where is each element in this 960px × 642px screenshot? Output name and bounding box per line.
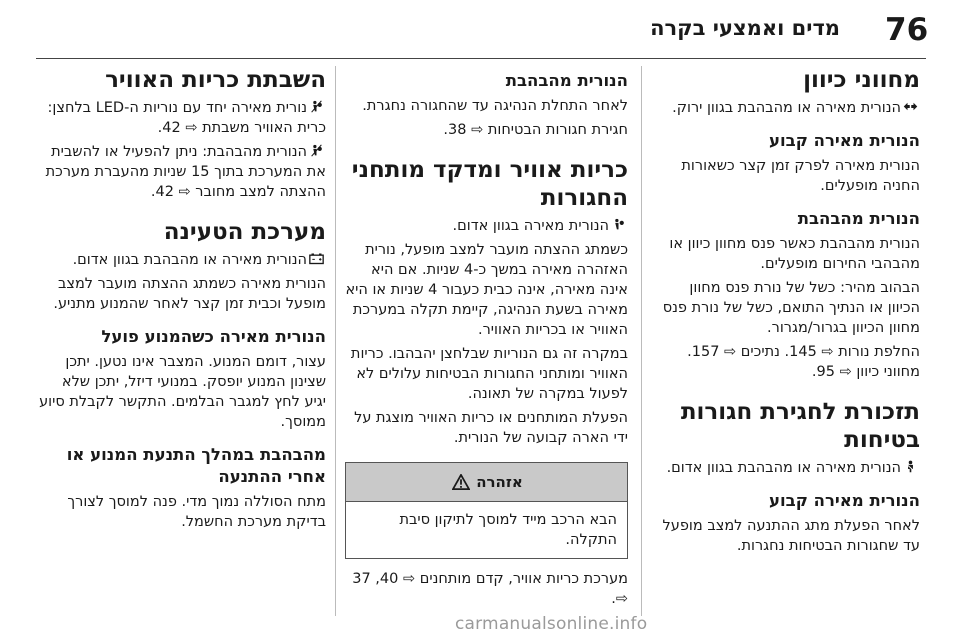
- cross-references: מערכת כריות אוויר, קדם מותחנים ⇨ 40, 37 ⇨.: [352, 571, 628, 607]
- paragraph: כשמתג ההצתה מועבר למצב מופעל, נורית האזהרה מאירה במשך כ-4 שניות. אם היא אינה מאירה, אינה כבית כעבור 4 שניות או היא מאירה בשעת הנהיגה, קיימת תקלה במערכת האוויר או בכריות האוויר.: [345, 242, 628, 338]
- section-title-seatbelt-reminder: תזכורת לחגירת חגורות בטיחות: [680, 399, 920, 453]
- paragraph: הבהוב מהיר: כשל של נורת פנס מחוון הכיוון או הנתיך התואם, כשל של נורת פנס מחוון הכיוון בגרור/מגרור.: [662, 280, 920, 336]
- paragraph: הנורית מאירה לפרק זמן קצר כשאורות החניה מופעלים.: [681, 158, 920, 194]
- paragraph-text: הנורית מאירה או מהבהבת בגוון אדום.: [72, 252, 307, 268]
- cross-reference: חגירת חגורות הבטיחות ⇨ 38.: [443, 122, 628, 138]
- subheading-steady: הנורית מאירה קבוע: [769, 491, 920, 510]
- paragraph-text: נורית מאירה יחד עם נוריות ה-LED בלחצן: כרית האוויר משבתת ⇨ 42.: [47, 100, 326, 136]
- middle-column: [345, 66, 628, 613]
- paragraph: עצור, דומם המנוע. המצבר אינו נטען. יתכן שצינון המנוע יופסק. במנועי דיזל, יתכן שלא יגיע לחץ למגבר הבלמים. התקשר לקבלת סיוע ממוסך.: [39, 354, 326, 430]
- paragraph-text: הנורית מאירה או מהבהבת בגוון אדום.: [666, 460, 901, 476]
- paragraph-text: הנורית מהבהבת: ניתן להפעיל או להשבית את המערכת בתוך 15 שניות מהעברת מערכת ההצתה למצב מחובר ⇨ 42.: [45, 144, 326, 200]
- airbag-off-icon: [309, 144, 324, 157]
- paragraph: [655, 458, 920, 478]
- section-title-charging-system: מערכת הטעינה: [163, 219, 326, 245]
- paragraph: [36, 142, 326, 202]
- page-number: 76: [885, 12, 929, 48]
- paragraph: במקרה זה גם הנוריות שבלחצן יהבהבו. כריות האוויר ומותחני החגורות הבטיחות עלולים לא לפעול במקרה של תאונה.: [350, 346, 628, 402]
- subheading-blinking-start: מהבהבת במהלך התנעת המנוע או אחרי ההתנעה: [66, 445, 326, 486]
- section-title-airbags: כריות אוויר ומדקד מותחני החגורות: [351, 157, 628, 211]
- header-divider: [36, 58, 926, 59]
- column-divider: [335, 66, 336, 616]
- airbag-person-icon: [611, 218, 626, 231]
- right-column: [655, 66, 920, 560]
- section-title-airbag-deactivation: השבתת כריות האוויר: [105, 67, 326, 93]
- paragraph: [345, 216, 628, 236]
- column-divider: [641, 66, 642, 616]
- warning-triangle-icon: [452, 474, 470, 490]
- paragraph: [36, 98, 326, 138]
- subheading-blinking: הנורית מהבהבת: [505, 71, 628, 90]
- warning-text: הבא הרכב מייד למוסך לתיקון סיבת התקלה.: [399, 512, 617, 548]
- paragraph: הפעלת המותחנים או כריות האוויר מוצגת על ידי הארה קבועה של הנורית.: [354, 410, 628, 446]
- paragraph-text: הנורית מאירה או מהבהבת בגוון ירוק.: [672, 100, 901, 116]
- paragraph: לאחר הפעלת מתג ההתנעה למצב מופעל עד שחגורות הבטיחות נחגרות.: [662, 518, 920, 554]
- subheading-blinking: הנורית מהבהבת: [797, 209, 920, 228]
- turn-signal-arrows-icon: [903, 100, 918, 113]
- subheading-engine-running: הנורית מאירה כשהמנוע פועל: [101, 327, 326, 346]
- paragraph: [36, 250, 326, 270]
- paragraph: לאחר התחלת הנהיגה עד שהחגורה נחגרת.: [362, 98, 628, 114]
- airbag-off-icon: [309, 100, 324, 113]
- chapter-title: מדים ואמצעי בקרה: [650, 16, 840, 40]
- subheading-steady: הנורית מאירה קבוע: [769, 131, 920, 150]
- warning-header: [346, 463, 627, 502]
- paragraph: הנורית מהבהבת כאשר פנס מחוון כיוון או מהבהבי החירום מופעלים.: [669, 236, 920, 272]
- watermark: carmanualsonline.info: [455, 614, 648, 634]
- paragraph-text: הנורית מאירה בגוון אדום.: [452, 218, 609, 234]
- battery-icon: [309, 252, 324, 265]
- left-column: [36, 66, 326, 536]
- paragraph: מתח הסוללה נמוך מדי. פנה למוסך לצורך בדיקת מערכת החשמל.: [67, 494, 326, 530]
- seatbelt-person-icon: [903, 460, 918, 473]
- page-header: [0, 0, 960, 60]
- cross-references: החלפת נורות ⇨ 145. נתיכים ⇨ 157. מחווני כיוון ⇨ 95.: [687, 344, 920, 380]
- paragraph: הנורית מאירה כשמתג ההצתה מועבר למצב מופעל וכבית זמן קצר לאחר שהמנוע מתניע.: [53, 276, 326, 312]
- warning-box: [345, 462, 628, 559]
- paragraph: [655, 98, 920, 118]
- section-title-turn-signals: מחווני כיוון: [803, 67, 920, 93]
- warning-label: אזהרה: [476, 473, 523, 491]
